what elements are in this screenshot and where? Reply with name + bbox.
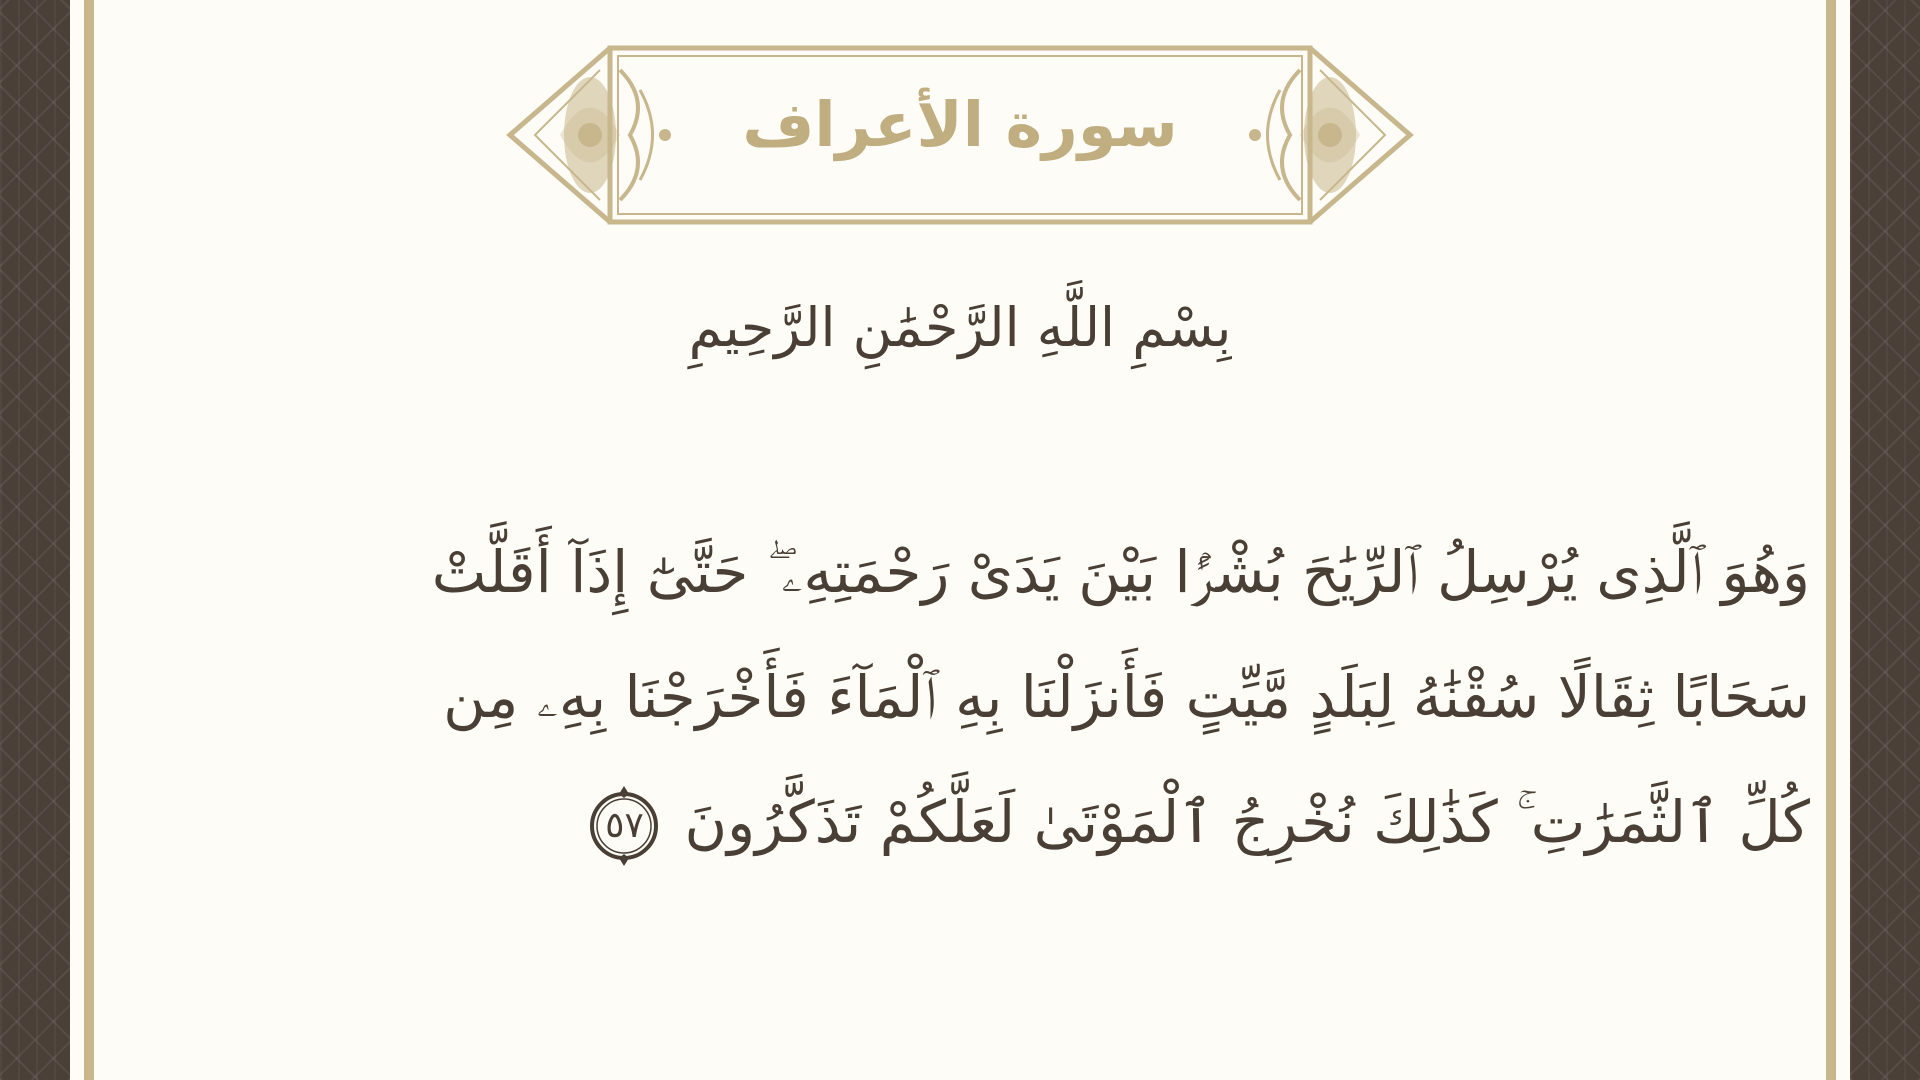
- verse-text: [300, 510, 1810, 885]
- verse-line-3-text: كُلِّ ٱلثَّمَرَٰتِ ۚ كَذَٰلِكَ نُخْرِجُ ٱلْمَوْتَىٰ لَعَلَّكُمْ تَذَكَّرُونَ: [684, 788, 1810, 856]
- surah-title-banner: [500, 40, 1420, 230]
- basmala: بِسْمِ اللَّهِ الرَّحْمَٰنِ الرَّحِيمِ: [688, 296, 1232, 359]
- ayah-number: ٥٧: [605, 804, 644, 846]
- right-gold-rule: [1826, 0, 1836, 1080]
- surah-title: سورة الأعراف: [742, 88, 1178, 161]
- right-patterned-border: [1850, 0, 1920, 1080]
- left-patterned-border: [0, 0, 70, 1080]
- verse-line-2: سَحَابًا ثِقَالًا سُقْنَٰهُ لِبَلَدٍ مَّيِّتٍ فَأَنزَلْنَا بِهِ ٱلْمَآءَ فَأَخْرَجْنَا بِهِۦ مِن: [443, 663, 1810, 731]
- left-gold-rule: [84, 0, 94, 1080]
- ayah-end-marker-icon: [582, 784, 666, 868]
- verse-line-3: [300, 760, 1810, 885]
- verse-line-1: وَهُوَ ٱلَّذِى يُرْسِلُ ٱلرِّيَٰحَ بُشْرًۢا بَيْنَ يَدَىْ رَحْمَتِهِۦ ۖ حَتَّىٰٓ إِذَآ أَقَلَّتْ: [431, 538, 1810, 606]
